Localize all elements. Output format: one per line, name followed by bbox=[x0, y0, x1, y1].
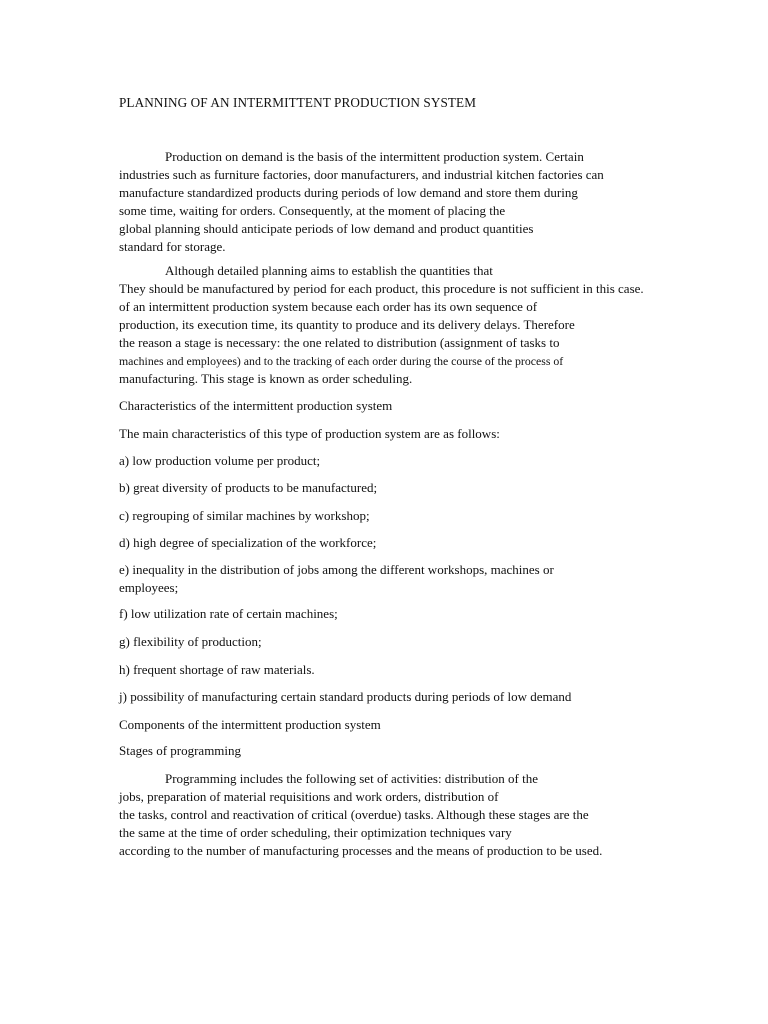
paragraph-line: the tasks, control and reactivation of critical (overdue) tasks. Although these stages are the bbox=[119, 807, 589, 822]
paragraph-line: the reason a stage is necessary: the one related to distribution (assignment of tasks to bbox=[119, 335, 560, 350]
paragraph-line: Production on demand is the basis of the intermittent production system. Certain bbox=[165, 149, 584, 164]
list-item-b: b) great diversity of products to be manufactured; bbox=[119, 480, 378, 495]
list-item-f: f) low utilization rate of certain machines; bbox=[119, 606, 338, 621]
paragraph-line: manufacturing. This stage is known as order scheduling. bbox=[119, 371, 413, 386]
paragraph-line: industries such as furniture factories, door manufacturers, and industrial kitchen factories can bbox=[119, 167, 604, 182]
list-item-e-continued: employees; bbox=[119, 580, 179, 595]
paragraph-line: production, its execution time, its quantity to produce and its delivery delays. Therefore bbox=[119, 317, 575, 332]
heading-components: Components of the intermittent production system bbox=[119, 717, 381, 732]
list-item-e: e) inequality in the distribution of jobs among the different workshops, machines or bbox=[119, 562, 554, 577]
heading-characteristics: Characteristics of the intermittent production system bbox=[119, 398, 393, 413]
paragraph-line: jobs, preparation of material requisitions and work orders, distribution of bbox=[119, 789, 499, 804]
list-item-j: j) possibility of manufacturing certain standard products during periods of low demand bbox=[119, 689, 572, 704]
list-item-d: d) high degree of specialization of the workforce; bbox=[119, 535, 377, 550]
paragraph-detailed-planning bbox=[119, 262, 699, 388]
list-item-h: h) frequent shortage of raw materials. bbox=[119, 662, 315, 677]
paragraph-production-on-demand bbox=[119, 148, 699, 256]
document-title: PLANNING OF AN INTERMITTENT PRODUCTION SYSTEM bbox=[119, 95, 477, 110]
intro-characteristics: The main characteristics of this type of production system are as follows: bbox=[119, 426, 500, 441]
paragraph-line: global planning should anticipate periods of low demand and product quantities bbox=[119, 221, 534, 236]
heading-stages: Stages of programming bbox=[119, 743, 242, 758]
paragraph-programming bbox=[119, 770, 699, 860]
paragraph-line: standard for storage. bbox=[119, 239, 226, 254]
list-item-g: g) flexibility of production; bbox=[119, 634, 262, 649]
paragraph-line: machines and employees) and to the tracking of each order during the course of the process of bbox=[119, 354, 564, 368]
paragraph-line: They should be manufactured by period for each product, this procedure is not sufficient in this case. bbox=[119, 281, 644, 296]
paragraph-line: Programming includes the following set of activities: distribution of the bbox=[165, 771, 538, 786]
paragraph-line: Although detailed planning aims to establish the quantities that bbox=[165, 263, 493, 278]
paragraph-line: some time, waiting for orders. Consequently, at the moment of placing the bbox=[119, 203, 506, 218]
paragraph-line: the same at the time of order scheduling, their optimization techniques vary bbox=[119, 825, 512, 840]
paragraph-line: manufacture standardized products during periods of low demand and store them during bbox=[119, 185, 578, 200]
paragraph-line: of an intermittent production system because each order has its own sequence of bbox=[119, 299, 538, 314]
paragraph-line: according to the number of manufacturing processes and the means of production to be used. bbox=[119, 843, 603, 858]
list-item-c: c) regrouping of similar machines by workshop; bbox=[119, 508, 370, 523]
list-item-a: a) low production volume per product; bbox=[119, 453, 321, 468]
